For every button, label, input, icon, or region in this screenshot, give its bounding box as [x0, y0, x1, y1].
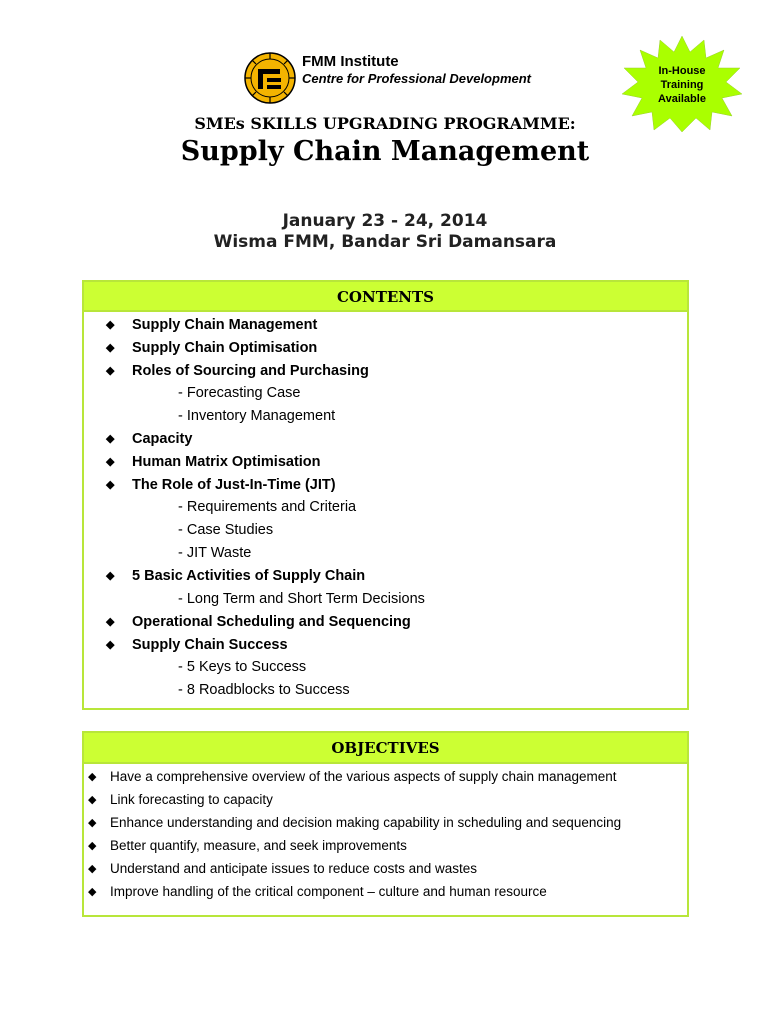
- diamond-bullet-icon: ◆: [88, 886, 97, 898]
- objective-label: Enhance understanding and decision making capability in scheduling and sequencing: [110, 815, 622, 830]
- objective-item: [88, 815, 621, 830]
- list-item: [106, 477, 336, 493]
- objective-item: [88, 861, 477, 876]
- badge-line: Training: [660, 79, 704, 91]
- diamond-bullet-icon: ◆: [106, 319, 115, 331]
- list-item: [106, 614, 411, 630]
- list-item-label: Capacity: [132, 431, 193, 447]
- objective-label: Improve handling of the critical component – culture and human resource: [110, 884, 547, 899]
- objective-item: [88, 884, 547, 899]
- diamond-bullet-icon: ◆: [106, 639, 115, 651]
- diamond-bullet-icon: ◆: [106, 433, 115, 445]
- list-subitem: - Requirements and Criteria: [178, 499, 357, 515]
- objective-label: Better quantify, measure, and seek improvements: [110, 838, 407, 853]
- list-subitem: - JIT Waste: [178, 545, 252, 561]
- objective-item: [88, 769, 617, 784]
- diamond-bullet-icon: ◆: [88, 771, 97, 783]
- diamond-bullet-icon: ◆: [106, 479, 115, 491]
- event-venue: Wisma FMM, Bandar Sri Damansara: [213, 232, 557, 252]
- objective-label: Link forecasting to capacity: [110, 792, 273, 807]
- list-item-label: Operational Scheduling and Sequencing: [132, 614, 411, 630]
- list-subitem: - Forecasting Case: [178, 385, 301, 401]
- event-date: January 23 - 24, 2014: [282, 211, 488, 231]
- list-item-label: Human Matrix Optimisation: [132, 454, 321, 470]
- badge-line: In-House: [658, 65, 706, 77]
- objective-label: Understand and anticipate issues to reduce costs and wastes: [110, 861, 477, 876]
- diamond-bullet-icon: ◆: [106, 342, 115, 354]
- list-subitem: - 8 Roadblocks to Success: [178, 682, 350, 698]
- diamond-bullet-icon: ◆: [88, 863, 97, 875]
- list-item-label: Supply Chain Success: [132, 637, 288, 653]
- org-name: FMM Institute: [302, 53, 399, 70]
- list-item: [106, 431, 192, 447]
- diamond-bullet-icon: ◆: [106, 570, 115, 582]
- list-item-label: 5 Basic Activities of Supply Chain: [132, 568, 366, 584]
- list-item: [106, 454, 321, 470]
- badge-line: Available: [658, 93, 706, 105]
- list-subitem: - Case Studies: [178, 522, 274, 538]
- list-item: [106, 637, 288, 653]
- org-subtitle: Centre for Professional Development: [302, 71, 531, 86]
- list-subitem: - Long Term and Short Term Decisions: [178, 591, 425, 607]
- list-item: [106, 568, 365, 584]
- objective-item: [88, 838, 407, 853]
- diamond-bullet-icon: ◆: [106, 456, 115, 468]
- programme-label: SMEs SKILLS UPGRADING PROGRAMME:: [194, 114, 576, 133]
- objectives-heading: OBJECTIVES: [82, 731, 689, 764]
- list-item: [106, 340, 317, 356]
- list-item: [106, 363, 369, 379]
- list-item-label: Supply Chain Management: [132, 317, 318, 333]
- diamond-bullet-icon: ◆: [88, 794, 97, 806]
- page-title: Supply Chain Management: [180, 136, 590, 167]
- objective-item: [88, 792, 273, 807]
- diamond-bullet-icon: ◆: [106, 616, 115, 628]
- fmm-logo-icon: [244, 52, 296, 104]
- diamond-bullet-icon: ◆: [88, 817, 97, 829]
- list-subitem: - 5 Keys to Success: [178, 659, 307, 675]
- objective-label: Have a comprehensive overview of the various aspects of supply chain management: [110, 769, 617, 784]
- list-item-label: Supply Chain Optimisation: [132, 340, 318, 356]
- in-house-badge: [620, 64, 744, 106]
- list-item: [106, 317, 317, 333]
- diamond-bullet-icon: ◆: [88, 840, 97, 852]
- diamond-bullet-icon: ◆: [106, 365, 115, 377]
- list-subitem: - Inventory Management: [178, 408, 336, 424]
- list-item-label: Roles of Sourcing and Purchasing: [132, 363, 369, 379]
- list-item-label: The Role of Just-In-Time (JIT): [132, 477, 336, 493]
- contents-heading: CONTENTS: [82, 280, 689, 312]
